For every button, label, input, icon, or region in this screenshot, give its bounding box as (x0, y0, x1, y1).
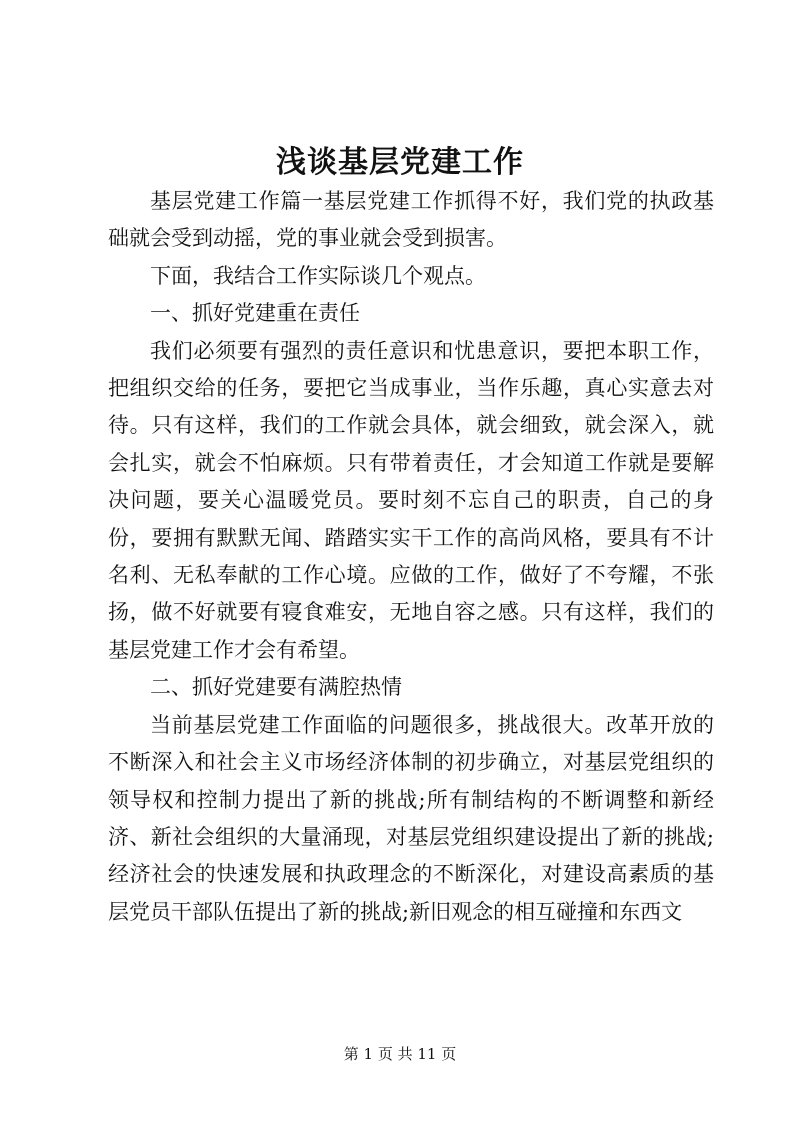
paragraph-section-2: 当前基层党建工作面临的问题很多，挑战很大。改革开放的不断深入和社会主义市场经济体制的初步确立，对基层党组织的领导权和控制力提出了新的挑战;所有制结构的不断调整和新经济、新社会组织的大量涌现，对基层党组织建设提出了新的挑战;经济社会的快速发展和执政理念的不断深化，对建设高素质的基层党员干部队伍提出了新的挑战;新旧观念的相互碰撞和东西文 (108, 712, 714, 924)
page-footer: 第 1 页 共 11 页 (343, 1045, 457, 1063)
section-heading-2: 二、抓好党建要有满腔热情 (150, 675, 402, 700)
section-heading-1: 一、抓好党建重在责任 (150, 301, 360, 326)
paragraph-section-1: 我们必须要有强烈的责任意识和忧患意识，要把本职工作，把组织交给的任务，要把它当成事业，当作乐趣，真心实意去对待。只有这样，我们的工作就会具体，就会细致，就会深入，就会扎实，就会不怕麻烦。只有带着责任，才会知道工作就是要解决问题，要关心温暖党员。要时刻不忘自己的职责，自己的身份，要拥有默默无闻、踏踏实实干工作的高尚风格，要具有不计名利、无私奉献的工作心境。应做的工作，做好了不夸耀，不张扬，做不好就要有寝食难安，无地自容之感。只有这样，我们的基层党建工作才会有希望。 (108, 338, 714, 662)
document-title: 浅谈基层党建工作 (276, 145, 524, 180)
paragraph-transition: 下面，我结合工作实际谈几个观点。 (150, 263, 486, 288)
paragraph-intro: 基层党建工作篇一基层党建工作抓得不好，我们党的执政基础就会受到动摇，党的事业就会受到损害。 (108, 189, 714, 251)
document-body (108, 183, 714, 931)
